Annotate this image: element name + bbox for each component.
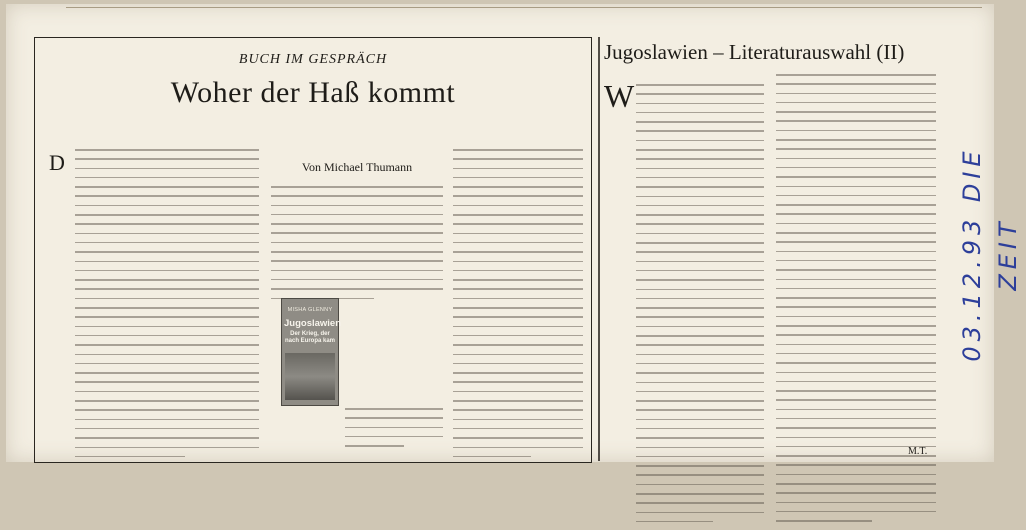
text-line-placeholder (453, 447, 583, 449)
text-line-placeholder (75, 279, 259, 281)
text-line-placeholder (776, 186, 936, 188)
text-line-placeholder (271, 205, 443, 207)
text-line-placeholder (636, 205, 764, 207)
text-line-placeholder (75, 214, 259, 216)
text-line-placeholder (75, 288, 259, 290)
text-line-placeholder (75, 447, 259, 449)
text-line-placeholder (271, 279, 443, 281)
text-line-placeholder (776, 83, 936, 85)
handwritten-date-stamp (942, 124, 1022, 384)
text-line-placeholder (776, 474, 936, 476)
text-line-placeholder (453, 177, 583, 179)
text-line-placeholder (75, 168, 259, 170)
book-cover-subtitle: Der Krieg, der nach Europa kam (284, 331, 335, 344)
text-line-placeholder (75, 428, 259, 430)
text-line-placeholder (776, 511, 936, 513)
left-column-2-lower (345, 408, 443, 454)
text-line-placeholder (636, 307, 764, 309)
text-line-placeholder (636, 233, 764, 235)
text-line-placeholder (75, 344, 259, 346)
newspaper-clipping (6, 4, 1022, 462)
text-line-placeholder (345, 417, 443, 419)
text-line-placeholder (636, 140, 764, 142)
text-line-placeholder (636, 242, 764, 244)
text-line-placeholder (776, 325, 936, 327)
text-line-placeholder (776, 381, 936, 383)
text-line-placeholder (636, 512, 764, 514)
text-line-placeholder (776, 437, 936, 439)
text-line-placeholder (345, 408, 443, 410)
text-line-placeholder (345, 445, 404, 447)
text-line-placeholder (776, 390, 936, 392)
text-line-placeholder (776, 130, 936, 132)
text-line-placeholder (271, 242, 443, 244)
text-line-placeholder (776, 102, 936, 104)
text-line-placeholder (75, 186, 259, 188)
column-divider (598, 37, 600, 461)
text-line-placeholder (345, 427, 443, 429)
text-line-placeholder (636, 84, 764, 86)
text-line-placeholder (776, 139, 936, 141)
text-line-placeholder (75, 223, 259, 225)
text-line-placeholder (75, 233, 259, 235)
text-line-placeholder (636, 521, 713, 523)
text-line-placeholder (453, 205, 583, 207)
text-line-placeholder (271, 223, 443, 225)
text-line-placeholder (636, 168, 764, 170)
text-line-placeholder (776, 418, 936, 420)
text-line-placeholder (453, 261, 583, 263)
right-column-1 (636, 84, 764, 530)
text-line-placeholder (776, 223, 936, 225)
text-line-placeholder (75, 381, 259, 383)
text-line-placeholder (776, 316, 936, 318)
text-line-placeholder (776, 93, 936, 95)
drop-initial-w: W (604, 78, 635, 114)
text-line-placeholder (453, 242, 583, 244)
text-line-placeholder (453, 381, 583, 383)
text-line-placeholder (453, 195, 583, 197)
text-line-placeholder (776, 520, 872, 522)
text-line-placeholder (636, 289, 764, 291)
text-line-placeholder (636, 400, 764, 402)
text-line-placeholder (271, 214, 443, 216)
text-line-placeholder (636, 428, 764, 430)
text-line-placeholder (636, 93, 764, 95)
text-line-placeholder (636, 502, 764, 504)
text-line-placeholder (776, 251, 936, 253)
text-line-placeholder (75, 298, 259, 300)
text-line-placeholder (453, 428, 583, 430)
text-line-placeholder (776, 362, 936, 364)
text-line-placeholder (453, 158, 583, 160)
right-column-2 (776, 74, 936, 530)
text-line-placeholder (75, 307, 259, 309)
text-line-placeholder (776, 74, 936, 76)
text-line-placeholder (776, 167, 936, 169)
text-line-placeholder (636, 391, 764, 393)
text-line-placeholder (453, 149, 583, 151)
text-line-placeholder (636, 121, 764, 123)
text-line-placeholder (453, 372, 583, 374)
text-line-placeholder (636, 326, 764, 328)
text-line-placeholder (75, 456, 185, 458)
text-line-placeholder (75, 354, 259, 356)
text-line-placeholder (453, 391, 583, 393)
text-line-placeholder (453, 316, 583, 318)
text-line-placeholder (776, 148, 936, 150)
top-cut-edge (66, 4, 982, 8)
text-line-placeholder (776, 176, 936, 178)
text-line-placeholder (271, 195, 443, 197)
text-line-placeholder (453, 298, 583, 300)
text-line-placeholder (453, 437, 583, 439)
text-line-placeholder (453, 419, 583, 421)
text-line-placeholder (636, 419, 764, 421)
text-line-placeholder (636, 223, 764, 225)
text-line-placeholder (636, 261, 764, 263)
text-line-placeholder (636, 177, 764, 179)
text-line-placeholder (75, 316, 259, 318)
text-line-placeholder (453, 270, 583, 272)
text-line-placeholder (453, 307, 583, 309)
text-line-placeholder (75, 195, 259, 197)
book-cover-image (281, 298, 342, 406)
text-line-placeholder (776, 297, 936, 299)
text-line-placeholder (636, 214, 764, 216)
text-line-placeholder (636, 335, 764, 337)
text-line-placeholder (271, 232, 443, 234)
text-line-placeholder (776, 372, 936, 374)
text-line-placeholder (453, 168, 583, 170)
text-line-placeholder (636, 279, 764, 281)
text-line-placeholder (776, 288, 936, 290)
text-line-placeholder (453, 233, 583, 235)
text-line-placeholder (636, 149, 764, 151)
text-line-placeholder (271, 260, 443, 262)
text-line-placeholder (75, 261, 259, 263)
text-line-placeholder (776, 213, 936, 215)
left-column-3 (453, 149, 583, 465)
text-line-placeholder (453, 335, 583, 337)
book-cover-photo (285, 353, 335, 400)
text-line-placeholder (75, 391, 259, 393)
text-line-placeholder (636, 493, 764, 495)
text-line-placeholder (776, 241, 936, 243)
text-line-placeholder (75, 251, 259, 253)
text-line-placeholder (453, 456, 531, 458)
text-line-placeholder (75, 419, 259, 421)
text-line-placeholder (75, 335, 259, 337)
text-line-placeholder (75, 158, 259, 160)
text-line-placeholder (75, 205, 259, 207)
text-line-placeholder (636, 447, 764, 449)
text-line-placeholder (636, 112, 764, 114)
text-line-placeholder (636, 382, 764, 384)
text-line-placeholder (636, 372, 764, 374)
text-line-placeholder (776, 483, 936, 485)
text-line-placeholder (776, 279, 936, 281)
text-line-placeholder (453, 400, 583, 402)
text-line-placeholder (776, 195, 936, 197)
text-line-placeholder (636, 196, 764, 198)
text-line-placeholder (636, 409, 764, 411)
text-line-placeholder (776, 464, 936, 466)
text-line-placeholder (776, 260, 936, 262)
text-line-placeholder (776, 353, 936, 355)
text-line-placeholder (453, 344, 583, 346)
text-line-placeholder (453, 363, 583, 365)
text-line-placeholder (271, 288, 443, 290)
text-line-placeholder (636, 363, 764, 365)
text-line-placeholder (453, 223, 583, 225)
text-line-placeholder (636, 437, 764, 439)
left-column-2 (271, 186, 443, 307)
text-line-placeholder (636, 130, 764, 132)
text-line-placeholder (453, 326, 583, 328)
text-line-placeholder (453, 409, 583, 411)
text-line-placeholder (776, 409, 936, 411)
text-line-placeholder (636, 251, 764, 253)
text-line-placeholder (75, 177, 259, 179)
text-line-placeholder (636, 484, 764, 486)
article-byline: Von Michael Thumann (301, 160, 413, 174)
text-line-placeholder (636, 158, 764, 160)
book-cover-title: Jugoslawien (284, 318, 342, 329)
text-line-placeholder (345, 436, 443, 438)
text-line-placeholder (636, 344, 764, 346)
date-stamp-text: 03.12.93 DIE ZEIT (958, 146, 1022, 362)
text-line-placeholder (636, 186, 764, 188)
text-line-placeholder (75, 326, 259, 328)
left-article-box (34, 37, 592, 463)
text-line-placeholder (776, 306, 936, 308)
text-line-placeholder (636, 103, 764, 105)
text-line-placeholder (75, 149, 259, 151)
text-line-placeholder (636, 270, 764, 272)
text-line-placeholder (75, 270, 259, 272)
text-line-placeholder (75, 242, 259, 244)
drop-initial: D (49, 150, 65, 175)
text-line-placeholder (776, 204, 936, 206)
article-headline: Woher der Haß kommt (170, 76, 456, 109)
text-line-placeholder (636, 474, 764, 476)
text-line-placeholder (453, 186, 583, 188)
text-line-placeholder (75, 437, 259, 439)
text-line-placeholder (776, 492, 936, 494)
text-line-placeholder (453, 251, 583, 253)
text-line-placeholder (75, 400, 259, 402)
text-line-placeholder (776, 120, 936, 122)
text-line-placeholder (453, 288, 583, 290)
text-line-placeholder (776, 269, 936, 271)
text-line-placeholder (75, 363, 259, 365)
text-line-placeholder (636, 354, 764, 356)
text-line-placeholder (776, 427, 936, 429)
text-line-placeholder (776, 334, 936, 336)
right-article-title: Jugoslawien – Literaturauswahl (II) (604, 40, 905, 64)
text-line-placeholder (776, 502, 936, 504)
author-initials: M.T. (908, 446, 928, 457)
left-column-1 (75, 149, 259, 465)
text-line-placeholder (271, 251, 443, 253)
text-line-placeholder (776, 344, 936, 346)
article-kicker: BUCH IM GESPRÄCH (238, 52, 388, 67)
text-line-placeholder (636, 298, 764, 300)
text-line-placeholder (776, 111, 936, 113)
text-line-placeholder (636, 456, 764, 458)
text-line-placeholder (75, 409, 259, 411)
book-cover-author: MISHA GLENNY (287, 307, 333, 313)
text-line-placeholder (453, 279, 583, 281)
text-line-placeholder (453, 354, 583, 356)
text-line-placeholder (636, 316, 764, 318)
text-line-placeholder (776, 399, 936, 401)
text-line-placeholder (271, 270, 443, 272)
text-line-placeholder (776, 158, 936, 160)
text-line-placeholder (453, 214, 583, 216)
text-line-placeholder (636, 465, 764, 467)
text-line-placeholder (75, 372, 259, 374)
text-line-placeholder (271, 186, 443, 188)
text-line-placeholder (776, 232, 936, 234)
